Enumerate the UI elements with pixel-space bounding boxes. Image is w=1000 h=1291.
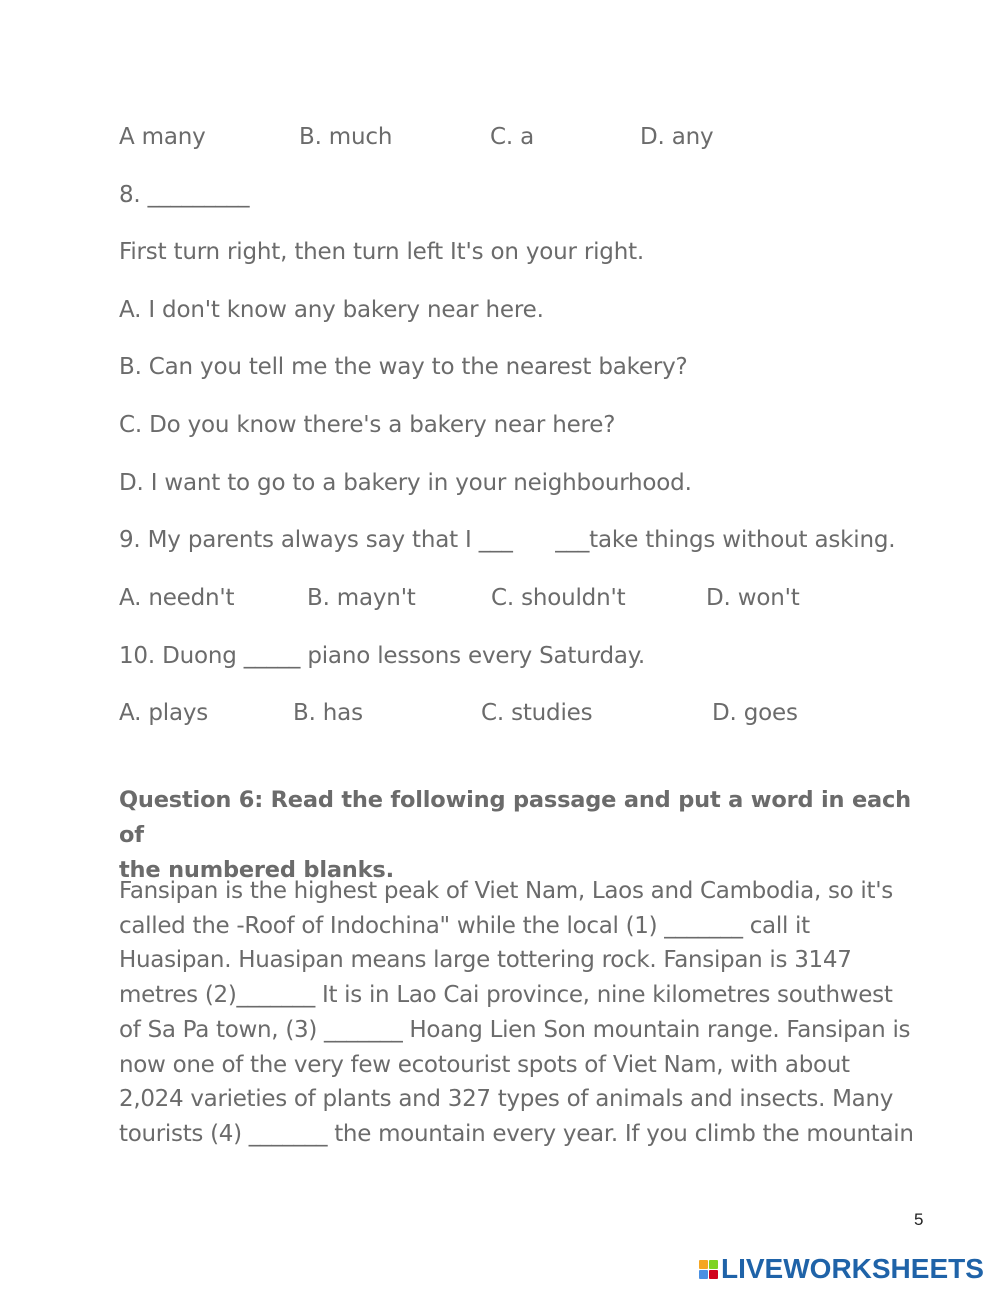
passage-line: of Sa Pa town, (3) _______ Hoang Lien Son mountain range. Fansipan is: [119, 1016, 911, 1043]
question6-heading-line1: Question 6: Read the following passage and put a word in each of: [119, 787, 911, 848]
page-number: 5: [914, 1210, 924, 1229]
q10-option-a: A. plays: [119, 700, 209, 726]
q10-option-b: B. has: [293, 700, 363, 726]
question6-heading-line2: the numbered blanks.: [119, 857, 394, 883]
q7-option-d: D. any: [640, 124, 714, 150]
brand-text: LIVEWORKSHEETS: [721, 1253, 984, 1284]
passage-line: called the -Roof of Indochina" while the local (1) _______ call it: [119, 912, 810, 939]
q8-option-b: B. Can you tell me the way to the nearest bakery?: [119, 354, 688, 380]
q8-option-a: A. I don't know any bakery near here.: [119, 297, 544, 323]
q10-option-c: C. studies: [481, 700, 593, 726]
passage-line: metres (2)_______ It is in Lao Cai province, nine kilometres southwest: [119, 982, 893, 1009]
q7-option-a: A many: [119, 124, 206, 150]
logo-square-icon: [699, 1260, 708, 1269]
q7-option-c: C. a: [490, 124, 534, 150]
q9-stem: 9. My parents always say that I ___ ___take things without asking.: [119, 527, 896, 553]
q9-option-d: D. won't: [706, 585, 800, 611]
passage-line: Huasipan. Huasipan means large tottering rock. Fansipan is 3147: [119, 947, 852, 974]
q10-stem: 10. Duong _____ piano lessons every Saturday.: [119, 643, 646, 669]
logo-square-icon: [699, 1270, 708, 1279]
q9-option-a: A. needn't: [119, 585, 235, 611]
q8-response: First turn right, then turn left It's on your right.: [119, 239, 645, 265]
q8-option-c: C. Do you know there's a bakery near here?: [119, 412, 616, 438]
passage-line: now one of the very few ecotourist spots of Viet Nam, with about: [119, 1051, 850, 1078]
q7-option-b: B. much: [299, 124, 393, 150]
q8-option-d: D. I want to go to a bakery in your neighbourhood.: [119, 470, 692, 496]
liveworksheets-logo[interactable]: [699, 1252, 984, 1286]
passage-line: tourists (4) _______ the mountain every year. If you climb the mountain: [119, 1120, 914, 1147]
logo-square-icon: [709, 1270, 718, 1279]
logo-square-icon: [709, 1260, 718, 1269]
q8-stem: 8. _________: [119, 182, 250, 208]
q10-option-d: D. goes: [712, 700, 798, 726]
passage-line: 2,024 varieties of plants and 327 types of animals and insects. Many: [119, 1086, 894, 1113]
q9-option-c: C. shouldn't: [491, 585, 626, 611]
passage-line: Fansipan is the highest peak of Viet Nam, Laos and Cambodia, so it's: [119, 878, 893, 904]
question6-heading: [119, 783, 939, 888]
liveworksheets-icon: [699, 1260, 718, 1279]
question6-passage: [119, 874, 939, 1152]
q9-option-b: B. mayn't: [307, 585, 416, 611]
